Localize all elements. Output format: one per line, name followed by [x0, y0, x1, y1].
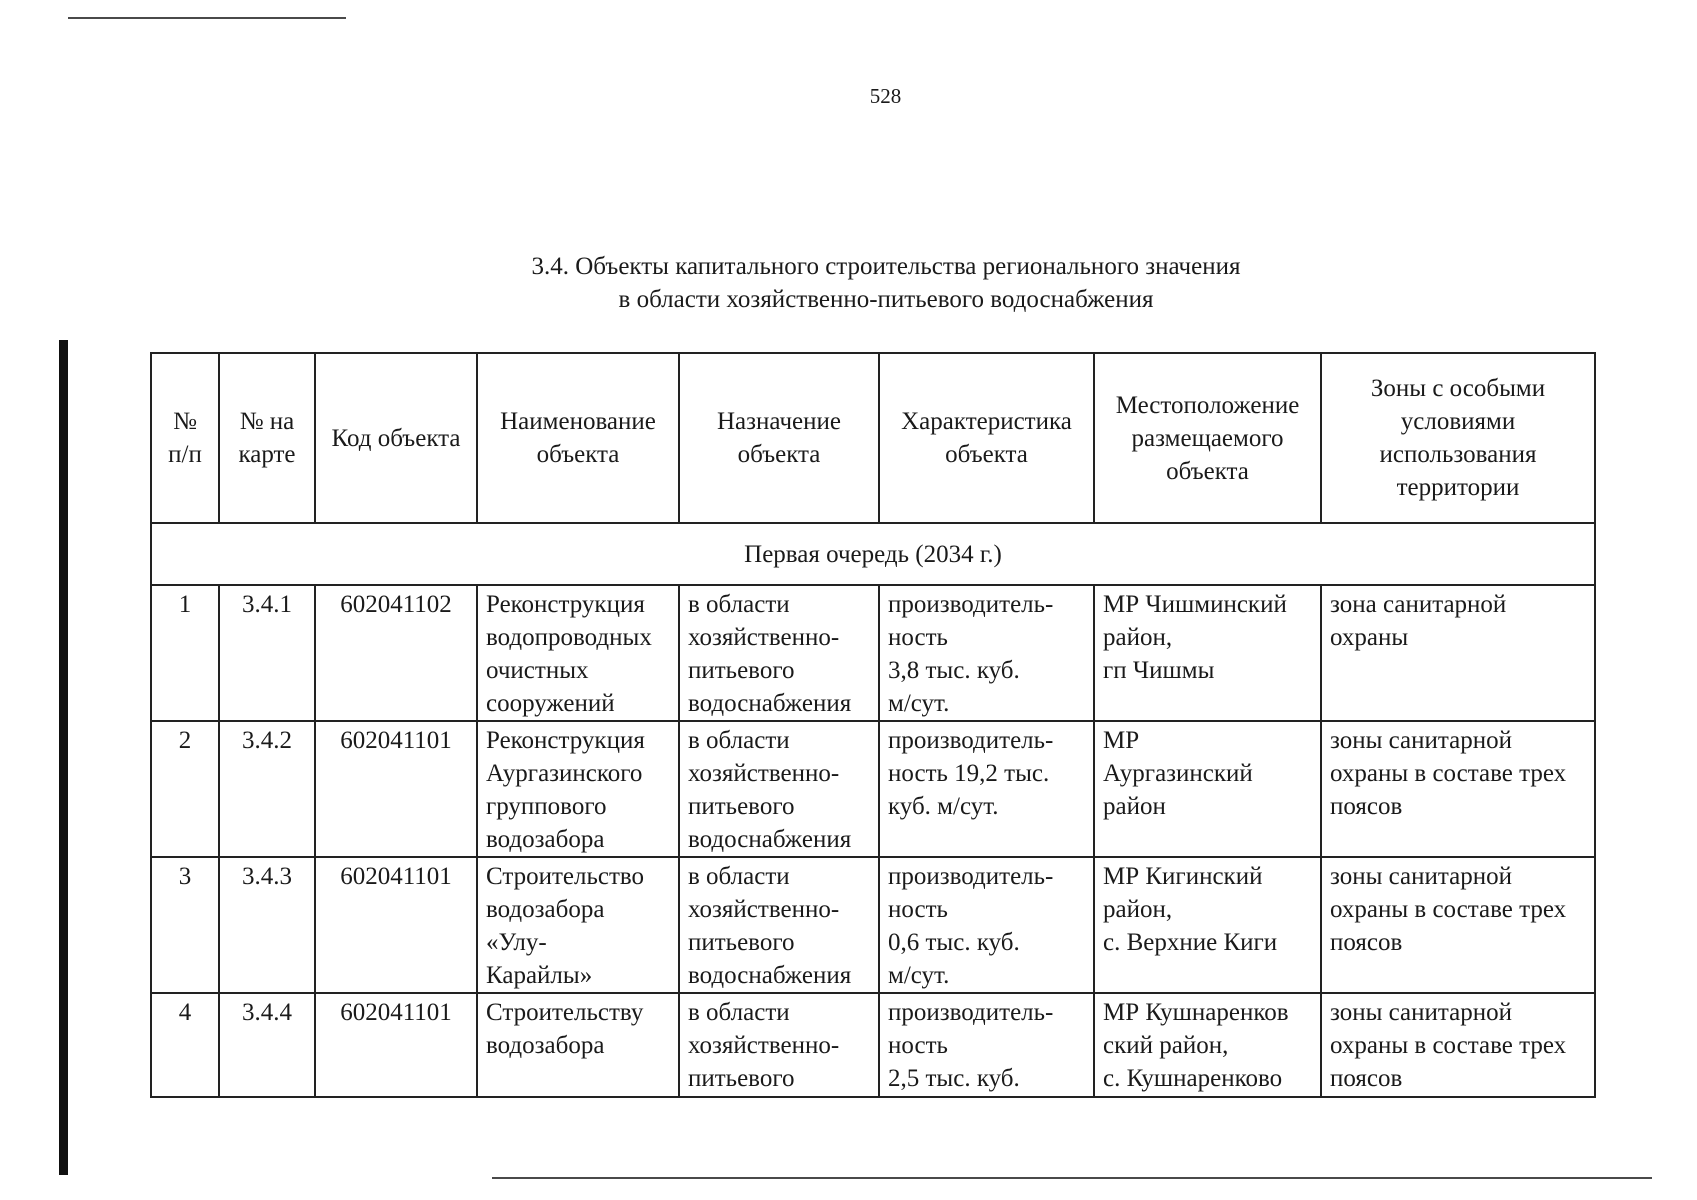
cell-line: зоны санитарной [1330, 727, 1512, 754]
left-margin-bar [59, 340, 68, 1175]
cell-line: куб. м/сут. [888, 793, 999, 820]
cell-location [1094, 857, 1321, 993]
cell-line: ский район, [1103, 1032, 1229, 1059]
cell-line: Зоны с особыми [1370, 375, 1546, 402]
cell-line: Аургазинский [1103, 760, 1253, 787]
cell-line: МР Чишминский [1103, 591, 1287, 618]
cell-line: поясов [1330, 1065, 1403, 1092]
cell-line: производитель- [888, 999, 1054, 1026]
bottom-rule [492, 1177, 1652, 1179]
cell-line: ность [888, 1032, 948, 1059]
cell-line: охраны в составе трех [1330, 760, 1567, 787]
cell-line: поясов [1330, 929, 1403, 956]
header-map [219, 353, 315, 523]
cell-line: м/сут. [888, 962, 950, 989]
cell-name [477, 721, 679, 857]
cell-zones [1321, 721, 1595, 857]
cell-line: водозабора [486, 826, 605, 853]
cell-num: 2 [151, 721, 219, 857]
cell-line: с. Верхние Киги [1103, 929, 1278, 956]
cell-line: с. Кушнаренково [1103, 1065, 1283, 1092]
cell-line: п/п [168, 441, 202, 468]
cell-line: ность 19,2 тыс. [888, 760, 1050, 787]
cell-line: охраны в составе трех [1330, 896, 1567, 923]
table-row [151, 721, 1595, 857]
header-zones [1321, 353, 1595, 523]
cell-line: зона санитарной [1330, 591, 1507, 618]
cell-line: № [173, 408, 197, 435]
document-title [386, 250, 1386, 316]
cell-line: ность [888, 896, 948, 923]
cell-line: охраны в составе трех [1330, 1032, 1567, 1059]
cell-line: сооружений [486, 690, 615, 717]
cell-line: Код объекта [331, 424, 461, 452]
cell-line: Аургазинского [486, 760, 643, 787]
cell-line: 0,6 тыс. куб. [888, 929, 1020, 956]
cell-line: Строительство [486, 863, 645, 890]
cell-purpose [679, 585, 879, 721]
cell-characteristic [879, 857, 1094, 993]
table-row [151, 585, 1595, 721]
title-line-1: 3.4. Объекты капитального строительства регионального значения [531, 253, 1241, 280]
cell-line: водоснабжения [688, 826, 852, 853]
cell-line: в области [688, 863, 790, 890]
cell-line: хозяйственно- [688, 624, 840, 651]
cell-characteristic [879, 993, 1094, 1097]
cell-purpose [679, 993, 879, 1097]
cell-zones [1321, 585, 1595, 721]
table-header-row [151, 353, 1595, 523]
cell-code: 602041101 [315, 721, 477, 857]
cell-name [477, 993, 679, 1097]
cell-line: размещаемого [1131, 424, 1284, 452]
cell-map: 3.4.2 [219, 721, 315, 857]
header-num [151, 353, 219, 523]
cell-line: район, [1103, 896, 1173, 923]
cell-line: Строительству [486, 999, 644, 1026]
cell-line: Местоположение [1115, 391, 1300, 419]
cell-line: хозяйственно- [688, 896, 840, 923]
cell-num: 4 [151, 993, 219, 1097]
cell-code: 602041102 [315, 585, 477, 721]
cell-line: использования [1379, 441, 1537, 468]
cell-line: питьевого [688, 793, 795, 820]
cell-line: охраны [1330, 624, 1409, 651]
cell-num: 3 [151, 857, 219, 993]
cell-line: в области [688, 591, 790, 618]
cell-line: водозабора [486, 1032, 605, 1059]
cell-line: очистных [486, 657, 589, 684]
cell-line: Назначение [716, 408, 842, 435]
cell-line: Реконструкция [486, 727, 645, 754]
title-line-2: в области хозяйственно-питьевого водоснабжения [618, 286, 1154, 313]
table-row [151, 857, 1595, 993]
cell-line: МР Кигинский [1103, 863, 1263, 890]
header-purpose [679, 353, 879, 523]
cell-map: 3.4.4 [219, 993, 315, 1097]
cell-line: производитель- [888, 863, 1054, 890]
cell-purpose [679, 721, 879, 857]
cell-line: объекта [737, 441, 821, 468]
cell-line: объекта [1166, 457, 1249, 485]
cell-line: группового [486, 793, 607, 820]
table-row [151, 993, 1595, 1097]
cell-line: № на [239, 408, 295, 435]
cell-line: Реконструкция [486, 591, 645, 618]
cell-line: Карайлы» [486, 962, 593, 989]
section-row [151, 523, 1595, 585]
cell-line: объекта [536, 441, 620, 468]
cell-line: «Улу- [486, 929, 547, 956]
cell-line: хозяйственно- [688, 760, 840, 787]
cell-line: территории [1396, 474, 1520, 501]
cell-line: МР Кушнаренков [1103, 999, 1289, 1026]
cell-line: производитель- [888, 591, 1054, 618]
cell-location [1094, 721, 1321, 857]
header-location [1094, 353, 1321, 523]
cell-num: 1 [151, 585, 219, 721]
cell-name [477, 857, 679, 993]
cell-location [1094, 993, 1321, 1097]
cell-line: зоны санитарной [1330, 863, 1512, 890]
cell-line: 2,5 тыс. куб. [888, 1065, 1020, 1092]
cell-line: ность [888, 624, 948, 651]
cell-line: условиями [1400, 408, 1516, 435]
cell-zones [1321, 857, 1595, 993]
cell-line: объекта [945, 441, 1028, 468]
cell-line: карте [238, 441, 296, 468]
cell-line: производитель- [888, 727, 1054, 754]
cell-line: водоснабжения [688, 690, 852, 717]
cell-line: поясов [1330, 793, 1403, 820]
header-name [477, 353, 679, 523]
cell-line: питьевого [688, 1065, 795, 1092]
section-label: Первая очередь (2034 г.) [151, 523, 1595, 585]
cell-line: Характеристика [901, 408, 1072, 435]
cell-line: район, [1103, 624, 1173, 651]
cell-characteristic [879, 585, 1094, 721]
cell-map: 3.4.3 [219, 857, 315, 993]
header-code [315, 353, 477, 523]
cell-line: МР [1103, 727, 1140, 754]
cell-line: хозяйственно- [688, 1032, 840, 1059]
cell-line: м/сут. [888, 690, 950, 717]
cell-line: водопроводных [486, 624, 652, 651]
cell-line: район [1103, 793, 1166, 820]
cell-name [477, 585, 679, 721]
header-characteristic [879, 353, 1094, 523]
cell-line: гп Чишмы [1103, 657, 1215, 684]
cell-code: 602041101 [315, 857, 477, 993]
page-number: 528 [869, 84, 902, 108]
cell-location [1094, 585, 1321, 721]
cell-line: питьевого [688, 929, 795, 956]
cell-line: водоснабжения [688, 962, 852, 989]
cell-purpose [679, 857, 879, 993]
cell-code: 602041101 [315, 993, 477, 1097]
cell-characteristic [879, 721, 1094, 857]
cell-map: 3.4.1 [219, 585, 315, 721]
cell-zones [1321, 993, 1595, 1097]
cell-line: в области [688, 727, 790, 754]
cell-line: 3,8 тыс. куб. [888, 657, 1020, 684]
cell-line: питьевого [688, 657, 795, 684]
cell-line: в области [688, 999, 790, 1026]
objects-table [150, 352, 1596, 1098]
cell-line: зоны санитарной [1330, 999, 1512, 1026]
cell-line: водозабора [486, 896, 605, 923]
cell-line: Наименование [500, 408, 656, 435]
top-rule [68, 17, 346, 19]
